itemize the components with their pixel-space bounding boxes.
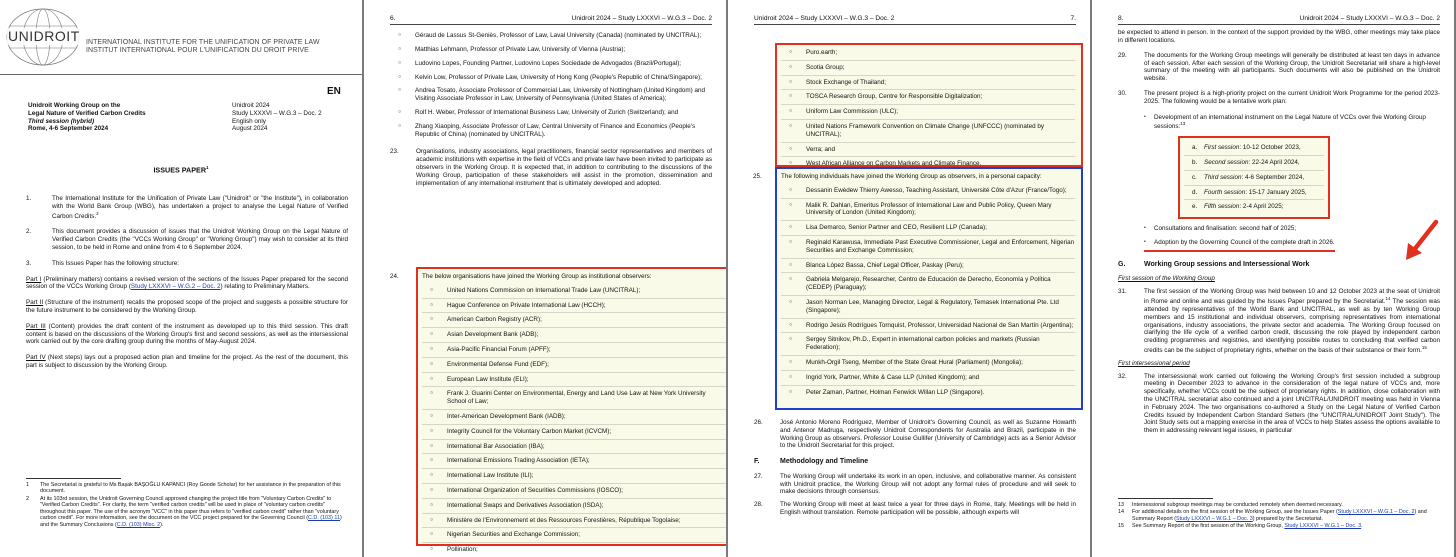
- org-list: [422, 284, 726, 557]
- page-1: [0, 0, 362, 557]
- list-item: ○ Munkh-Orgil Tseng, Member of the State Great Hural (Parliament) (Mongolia);: [781, 356, 1075, 371]
- list-item: ○ Frank J. Guarini Center on Environmental, Energy and Land Use Law at New York University School of Law;: [422, 387, 726, 410]
- list-item: ○ Kelvin Low, Professor of Private Law, University of Hong Kong (People's Republic of China/Singapore);: [398, 73, 702, 81]
- footnote: 14 For additional details on the first session of the Working Group, see the Issues Paper (Study LXXXVI – W.G.1 – Doc. 2) and Summary Report (Study LXXXVI – W.G.1 – Doc. 3) prepared by the Secretariat.: [1118, 509, 1427, 522]
- paragraph: 25. The following individuals have joined the Working Group as observers, in a personal capacity:: [753, 173, 1042, 180]
- list-item: ○ Peter Zaman, Partner, Holman Fenwick Willan LLP (Singapore).: [789, 388, 985, 396]
- footnotes: [26, 470, 348, 529]
- list-item: ○ International Law Institute (ILI);: [422, 469, 726, 484]
- paragraph: 31. The first session of the Working Group was held between 10 and 12 October 2023 at the seat of Unidroit in Rome and online and was guided by the Issues Paper prepared by the Secretariat.$^{14}$ The session was attended by representatives of the World Bank and UNCITRAL, as well as by ten Working Group members and 15 institutional and individual observers, comprising representatives from international organisations, industry associations, the private sector and academia. The Working Group focused on clarifying the life cycle of a verified carbon credit, discussing the role played by independent carbon crediting programmes and registries, and identifying possible routes to concluding that verified carbon credits can be the subject of proprietary rights, whether on the basis of their substance or their form.$^{15}$: [1118, 288, 1440, 355]
- footnote: 1 The Secretariat is grateful to Ms Başak BAŞOĞLU KAPANCI (Roy Goode Scholar) for her assistance in the preparation of this document.: [26, 482, 341, 495]
- doc-link[interactable]: Study LXXXVI – W.G.1 – Doc. 2: [1337, 509, 1415, 516]
- paragraph: 23. Organisations, industry associations, legal practitioners, financial sector representatives and members of academic institutions with expertise in the field of VCCs and private law have been invited to participate as observers in the Working Group. It is expected that, in addition to contributing to the discussions of the Working Group, participation of these stakeholders will assist in the promotion, dissemination and implementation of any international instrument that is ultimately developed and adopted.: [390, 148, 712, 187]
- part-description: Part IV (Next steps) lays out a proposed action plan and timeline for the project. As the rest of the document, this part is subject to discussion by the Working Group.: [26, 354, 349, 370]
- work-plan-list: [1144, 111, 1440, 252]
- paragraph: 2. This document provides a discussion of issues that the Unidroit Working Group on the Legal Nature of Verified Carbon Credits (the "VCCs Working Group" or "Working Group") may wish to consider at its third session, to be held in Rome and online from 4 to 6 September 2024.: [26, 228, 348, 252]
- session-item: d. Fourth session: 15-17 January 2025,: [1184, 186, 1324, 201]
- letterhead: [4, 6, 354, 68]
- subheading: First intersessional period: [1118, 359, 1190, 367]
- list-item: ○ United Nations Framework Convention on Climate Change (UNFCCC) (nominated by UNCITRAL);: [781, 120, 1075, 143]
- highlight-box-observers-continued: [775, 43, 1083, 167]
- doc-link[interactable]: C.D. (103) Misc. 2: [116, 521, 161, 528]
- page-2: [364, 0, 726, 557]
- page-4: [1092, 0, 1454, 557]
- institute-name-en: INTERNATIONAL INSTITUTE FOR THE UNIFICATION OF PRIVATE LAW: [86, 39, 320, 46]
- highlight-box-individual-observers: [753, 167, 1083, 410]
- footnote: 2 At its 103rd session, the Unidroit Governing Council approved changing the project title from "Voluntary Carbon Credits" to "Verified Carbon Credits". For clarity, the term "verified carbon credits" will be used in place of "voluntary carbon credits" throughout this paper. The use of the acronym "VCC" in this paper thus refers to "verified carbon credit" rather than "voluntary carbon credit". For more information, see the document on the VCC project prepared for the Governing Council (C.D. (103) 11) and the Summary Conclusions (C.D. (103) Misc. 2).: [26, 495, 342, 528]
- list-item: ○ European Law Institute (ELI);: [422, 373, 726, 388]
- paragraph: 28. The Working Group will meet at least twice a year for three days in Rome, Italy. Meetings will be held in English without translation. Remote participation will be possible, although experts will: [754, 501, 1076, 517]
- list-item: ○ Stock Exchange of Thailand;: [781, 76, 1075, 91]
- list-item: ○ American Carbon Registry (ACR);: [422, 313, 726, 328]
- list-item-highlighted: • Adoption by the Governing Council of the complete draft in 2026.: [1144, 236, 1335, 252]
- document-reference: Unidroit 2024 Study LXXXVI – W.G.3 – Doc. 2 English only August 2024: [232, 102, 322, 133]
- page-title: ISSUES PAPER$^1$: [153, 165, 209, 175]
- paragraph: 32. The intersessional work carried out following the Working Group's first session included a subgroup meeting in December 2023 to advance in the consideration of the legal nature of VCCs and, more specifically, whether VCCs could be the subject of proprietary rights. In addition, close collaboration with the UNCITRAL secretariat also continued and a joint UNCITRAL/UNIDROIT meeting was held in Vienna in February 2024. The two organisations co-authored a Study on the Legal Nature of Verified Carbon Credits Issued by Independent Carbon Standard Setters (the "UNCITRAL/UNIDROIT Joint Study"). The Joint Study sets out a mapping exercise in the area of VCCs to help States assess the options available to them in addressing relevant legal issues, in particular: [1118, 372, 1440, 435]
- list-item: ○ Ingrid York, Partner, White & Case LLP (United Kingdom); and: [781, 371, 1075, 386]
- list-item: ○ Rolf H. Weber, Professor of International Business Law, University of Zurich (Switzerland); and: [398, 108, 679, 116]
- list-item: ○ Ludovino Lopes, Founding Partner, Ludovino Lopes Sociedade de Advogados (Brazil/Portugal);: [398, 59, 682, 67]
- section-heading: F. Methodology and Timeline: [754, 458, 869, 466]
- list-item: ○ Lisa Demarco, Senior Partner and CEO, Resilient LLP (Canada);: [781, 221, 1075, 236]
- meeting-block: Unidroit Working Group on the Legal Nature of Verified Carbon Credits Third session (hybrid) Rome, 4-6 September 2024: [28, 102, 146, 133]
- list-item: ○ Andrea Tosato, Associate Professor of Commercial Law, University of Nottingham (United Kingdom) and Visiting Associate Professor in Law, University of Pennsylvania (United States of America);: [398, 87, 706, 103]
- part-description: Part III (Content) provides the draft content of the instrument as developed up to this third session. This draft content is based on the discussions of the Working Group's first and second sessions, as well as the intersessional work carried out by the core drafting group during the months of May-August 2024.: [26, 322, 348, 346]
- list-item: ○ Hague Conference on Private International Law (HCCH);: [422, 299, 726, 314]
- list-item: ○ International Emissions Trading Association (IETA);: [422, 454, 726, 469]
- doc-link[interactable]: Study LXXXVI – W.G.2 – Doc. 2: [130, 283, 221, 291]
- list-item: ○ Blanca López Bassa, Chief Legal Officer, Paskay (Peru);: [781, 259, 1075, 274]
- list-item: ○ International Swaps and Derivatives Association (ISDA);: [422, 499, 726, 514]
- list-item: ○ Géraud de Lassus St-Geniès, Professor of Law, Laval University (Canada) (nominated by UNCITRAL);: [398, 32, 702, 40]
- page-header: Unidroit 2024 – Study LXXXVI – W.G.3 – Doc. 2 7.: [754, 15, 1076, 25]
- list-item: ○ Uniform Law Commission (ULC);: [781, 105, 1075, 120]
- highlight-box-sessions: [1178, 136, 1330, 219]
- doc-link[interactable]: C.D. (103) 11: [307, 515, 340, 522]
- language-label: EN: [327, 86, 341, 97]
- list-item: • Consultations and finalisation: second half of 2025;: [1144, 225, 1297, 233]
- session-item: a. First session: 10-12 October 2023,: [1184, 141, 1324, 156]
- people-list: [390, 29, 712, 141]
- list-item: ○ Scotia Group;: [781, 61, 1075, 76]
- list-item: ○ Verra; and: [781, 143, 1075, 158]
- list-item: ○ Malik R. Dahlan, Emeritus Professor of International Law and Public Policy, Queen Mary University of London (United Kingdom);: [781, 199, 1075, 222]
- institute-name-fr: INSTITUT INTERNATIONAL POUR L'UNIFICATION DU DROIT PRIVE: [86, 47, 309, 54]
- session-item: b. Second session: 22-24 April 2024,: [1184, 156, 1324, 171]
- body-text: [754, 414, 1076, 522]
- list-item: ○ West African Alliance on Carbon Markets and Climate Finance.: [789, 160, 982, 168]
- list-item: ○ Integrity Council for the Voluntary Carbon Market (ICVCM);: [422, 425, 726, 440]
- list-item: ○ Sergey Sitnikov, Ph.D., Expert in international carbon policies and markets (Russian Federation);: [781, 333, 1075, 356]
- paragraph: 30. The present project is a high-priority project on the current Unidroit Work Programme for the period 2023-2025. The following would be a tentative work plan:: [1118, 89, 1440, 105]
- page-header: 6. Unidroit 2024 – Study LXXXVI – W.G.3 – Doc. 2: [390, 15, 712, 25]
- list-item: ○ Reginald Karawusa, Immediate Past Executive Commissioner, Legal and Enforcement, Nigerian Securities and Exchange Commission;: [781, 236, 1075, 259]
- list-item: ○ International Bar Association (IBA);: [422, 440, 726, 455]
- subheading: First session of the Working Group: [1118, 275, 1215, 283]
- list-item: ○ Ministère de l'Environnement et des Ressources Forestières, République Togolaise;: [422, 514, 726, 529]
- list-item: ○ Matthias Lehmann, Professor of Private Law, University of Vienna (Austria);: [398, 45, 626, 53]
- list-item: ○ Gabriela Melgarejo, Researcher, Centro de Educación de Derecho, Economía y Política (CEDEP) (Paraguay);: [781, 273, 1075, 296]
- list-item: ○ International Organization of Securities Commissions (IOSCO);: [422, 484, 726, 499]
- list-item: • Development of an international instrument on the Legal Nature of VCCs over five Working Group sessions:$^{13}$: [1144, 113, 1426, 131]
- session-item: e. Fifth session: 2-4 April 2025;: [1192, 203, 1284, 211]
- paragraph: 26. José Antonio Moreno Rodríguez, Member of Unidroit's Governing Council, as well as Suzanne Howarth and Antenor Madruga, respectively Unidroit Correspondents for Australia and Brazil, participate in the Working Group as observers. Professor Louise Gullifer (University of Cambridge) acts as a Senior Advisor to the Unidroit Secretariat for this project.: [754, 419, 1076, 450]
- list-item: ○ Rodrigo Jesús Rodrígues Tornquist, Professor, Universidad Nacional de San Martín (Argentina);: [781, 319, 1075, 334]
- logo-text: UNIDROIT: [8, 28, 80, 44]
- paragraph: 27. The Working Group will undertake its work in an open, inclusive, and collaborative manner. As consistent with Unidroit practice, the Working Group will not adopt any formal rules of procedure and will seek to make decisions through consensus.: [754, 472, 1076, 496]
- part-description: Part I (Preliminary matters) contains a revised version of the sections of the Issues Paper prepared for the second session of the VCCs Working Group (Study LXXXVI – W.G.2 – Doc. 2) relating to Preliminary Matters.: [26, 275, 348, 291]
- paragraph-continued: be expected to attend in person. In the context of the support provided by the WBG, other meetings may take place in different locations.: [1118, 29, 1440, 44]
- part-description: Part II (Structure of the instrument) recalls the proposed scope of the project and suggests a possible structure for the future instrument to be considered by the Working Group.: [26, 299, 348, 315]
- list-item: ○ TOSCA Research Group, Centre for Responsible Digitalization;: [781, 90, 1075, 105]
- list-item: ○ Inter-American Development Bank (IADB);: [422, 410, 726, 425]
- list-item: ○ Zhang Xiaoping, Associate Professor of Law, Central University of Finance and Economics (People's Republic of China) (nominated by UNCITRAL).: [398, 122, 696, 138]
- paragraph: 3. This Issues Paper has the following structure:: [26, 259, 180, 267]
- list-item: ○ United Nations Commission on International Trade Law (UNCITRAL);: [422, 284, 726, 299]
- list-item: ○ Puro.earth;: [781, 46, 1075, 61]
- body-text: [26, 190, 348, 375]
- list-item: ○ Nigerian Securities and Exchange Commission;: [422, 528, 726, 543]
- footnote: 13 Intersessional subgroup meetings may be conducted remotely when deemed necessary.: [1118, 502, 1343, 508]
- list-item: ○ Dessanin Ewèdew Thierry Awesso, Teaching Assistant, Université Côte d'Azur (France/Togo);: [781, 184, 1075, 199]
- paragraph: 1. The International Institute for the Unification of Private Law ("Unidroit" or "the Institute"), in collaboration with the World Bank Group (WBG), has undertaken a project to analyse the Legal Nature of Verified Carbon Credits.$^2$: [26, 195, 348, 220]
- paragraph: 29. The documents for the Working Group meetings will generally be distributed at least ten days in advance of each session. After each session of the Working Group, the Unidroit Secretariat will share a high-level summary of the meeting with all participants. Such documents will also be published on the Unidroit website.: [1118, 51, 1440, 83]
- doc-link[interactable]: Study LXXXVI – W.G.1 – Doc. 3: [1176, 515, 1253, 522]
- list-item: ○ Pollination;: [430, 546, 478, 554]
- paragraph: 24. The below organisations have joined the Working Group as institutional observers:: [390, 273, 652, 280]
- list-item: ○ Jason Norman Lee, Managing Director, Legal & Regulatory, Temasek International Pte. Ltd (Singapore);: [781, 296, 1075, 319]
- list-item: ○ Asian Development Bank (ADB);: [422, 328, 726, 343]
- highlight-box-institutional-observers: [390, 267, 726, 554]
- session-item: c. Third session: 4-6 September 2024,: [1184, 171, 1324, 186]
- list-item: ○ Environmental Defense Fund (EDF);: [422, 358, 726, 373]
- red-arrow-icon: [1402, 218, 1442, 262]
- list-item: ○ Asia-Pacific Financial Forum (APFF);: [422, 343, 726, 358]
- footnote: 15 See Summary Report of the first session of the Working Group, Study LXXXVI – W.G.1 – Doc. 3.: [1118, 523, 1363, 530]
- doc-link[interactable]: Study LXXXVI – W.G.1 – Doc. 3: [1284, 523, 1362, 530]
- footnotes: [1118, 498, 1440, 531]
- section-heading: G. Working Group sessions and Intersessional Work: [1118, 260, 1310, 268]
- page-header: 8. Unidroit 2024 – Study LXXXVI – W.G.3 – Doc. 2: [1118, 15, 1440, 25]
- page-3: [728, 0, 1090, 557]
